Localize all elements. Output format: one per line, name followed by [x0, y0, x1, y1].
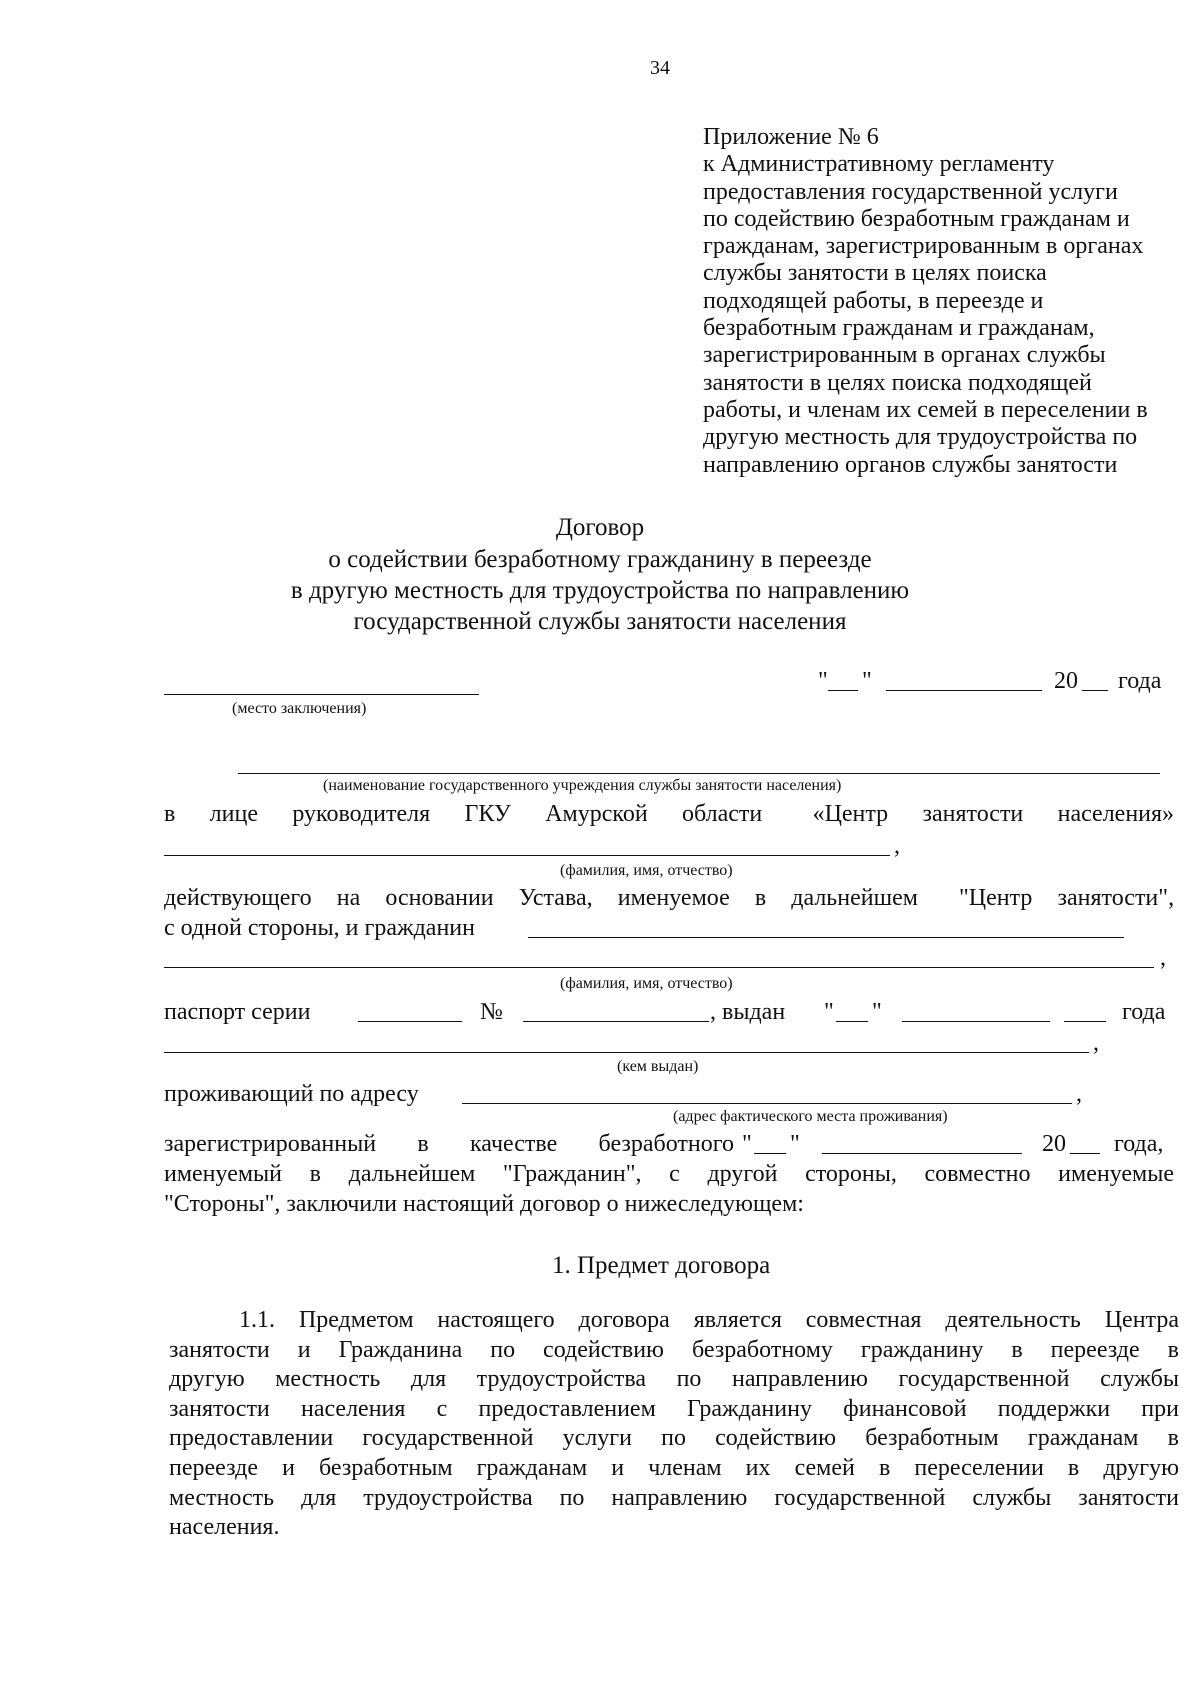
contract-subtitle-line: о содействии безработному гражданину в переезде	[328, 546, 872, 573]
registered-text: зарегистрированный в качестве безработного	[164, 1131, 734, 1157]
registered-quote-close: "	[790, 1131, 800, 1157]
passport-number-blank	[523, 1021, 709, 1022]
issued-month-blank	[902, 1021, 1050, 1022]
appendix-line: занятости в целях поиска подходящей	[703, 369, 1092, 396]
word: Устава,	[518, 885, 593, 911]
residence-text: проживающий по адресу	[164, 1081, 419, 1107]
registered-year-prefix: 20	[1042, 1131, 1066, 1157]
issued-by-caption: (кем выдан)	[617, 1058, 699, 1075]
passport-year-word: года	[1122, 999, 1166, 1025]
page-number: 34	[650, 57, 670, 79]
word: ГКУ	[464, 801, 511, 827]
word: области	[682, 801, 763, 827]
registered-day-blank	[754, 1153, 786, 1154]
word: в	[754, 885, 767, 911]
paragraph-line: переезде и безработным гражданам и членам их семей в переселении в другую	[169, 1454, 1179, 1481]
date-quote-close: "	[862, 668, 872, 694]
appendix-line: предоставления государственной услуги	[703, 178, 1118, 205]
word: на	[336, 885, 361, 911]
word: занятости",	[1057, 885, 1175, 911]
word: в	[164, 801, 176, 827]
appendix-line: Приложение № 6	[703, 124, 879, 150]
one-side-text: с одной стороны, и гражданин	[164, 915, 475, 941]
date-year-word: года	[1118, 668, 1162, 694]
appendix-line: службы занятости в целях поиска	[703, 260, 1047, 287]
issued-day-blank	[836, 1021, 868, 1022]
date-month-blank	[886, 690, 1042, 691]
word: руководителя	[292, 801, 431, 827]
citizen-fio-caption: (фамилия, имя, отчество)	[560, 975, 733, 992]
appendix-line: работы, и членам их семей в переселении в	[703, 396, 1148, 423]
citizen-fio-blank-1	[528, 937, 1124, 938]
appendix-line: зарегистрированным в органах службы	[703, 342, 1106, 369]
head-fio-comma: ,	[894, 833, 900, 859]
appendix-header	[703, 124, 1173, 479]
section-heading: 1. Предмет договора	[552, 1252, 771, 1279]
section-paragraph	[169, 1306, 1179, 1543]
number-sign: №	[480, 999, 503, 1025]
head-fio-blank	[164, 855, 890, 856]
place-caption: (место заключения)	[232, 700, 367, 717]
date-quote-open: "	[818, 668, 828, 694]
date-day-blank	[828, 690, 858, 691]
appendix-line: к Административному регламенту	[703, 151, 1055, 178]
issued-by-blank	[164, 1052, 1089, 1053]
institution-caption: (наименование государственного учреждения службы занятости населения)	[323, 777, 842, 794]
word: Амурской	[545, 801, 648, 827]
paragraph-line: предоставлении государственной услуги по содействию безработным гражданам в	[169, 1425, 1179, 1452]
registered-quote-open: "	[742, 1131, 752, 1157]
institution-blank	[238, 773, 1160, 774]
acting-line	[164, 884, 1174, 912]
word: «Центр	[812, 801, 889, 827]
registered-month-blank	[822, 1153, 1022, 1154]
parties-line: "Стороны", заключили настоящий договор о нижеследующем:	[164, 1191, 804, 1217]
passport-series-blank	[358, 1021, 462, 1022]
issued-year-blank	[1064, 1021, 1106, 1022]
word: занятости	[922, 801, 1024, 827]
appendix-line: по содействию безработным гражданам и	[703, 205, 1130, 232]
appendix-line: гражданам, зарегистрированным в органах	[703, 233, 1144, 260]
head-fio-caption: (фамилия, имя, отчество)	[560, 862, 733, 879]
appendix-line: другую местность для трудоустройства по	[703, 424, 1138, 451]
appendix-line: подходящей работы, в переезде и	[703, 287, 1044, 314]
contract-subtitle-line: государственной службы занятости населения	[353, 608, 847, 635]
issued-quote-open: "	[824, 999, 834, 1025]
citizen-fio-blank-2	[164, 967, 1154, 968]
word: "Центр	[959, 885, 1033, 911]
word: лице	[209, 801, 258, 827]
issued-quote-close: "	[872, 999, 882, 1025]
date-year-prefix: 20	[1054, 668, 1078, 694]
word: действующего	[164, 885, 312, 911]
appendix-line: направлению органов службы занятости	[703, 451, 1118, 478]
named-line: именуемый в дальнейшем "Гражданин", с другой стороны, совместно именуемые	[164, 1161, 1174, 1187]
contract-subtitle-line: в другую местность для трудоустройства по направлению	[290, 577, 910, 604]
paragraph-line: 1.1. Предметом настоящего договора является совместная деятельность Центра	[239, 1307, 1179, 1333]
registered-year-blank	[1070, 1153, 1100, 1154]
contract-title: Договор	[555, 514, 645, 541]
registered-year-word: года,	[1114, 1131, 1164, 1157]
paragraph-line: занятости и Гражданина по содействию безработному гражданину в переезде в	[169, 1336, 1179, 1363]
appendix-line: безработным гражданам и гражданам,	[703, 315, 1095, 342]
date-year-blank	[1082, 690, 1108, 691]
passport-label: паспорт серии	[164, 999, 311, 1025]
issued-text: , выдан	[710, 999, 786, 1025]
word: именуемое	[617, 885, 730, 911]
residence-comma: ,	[1076, 1081, 1082, 1107]
address-caption: (адрес фактического места проживания)	[673, 1108, 948, 1125]
paragraph-line: занятости населения с предоставлением Гражданину финансовой поддержки при	[169, 1395, 1179, 1422]
citizen-fio-comma: ,	[1160, 945, 1166, 971]
word: основании	[385, 885, 494, 911]
residence-blank	[462, 1103, 1072, 1104]
paragraph-line: населения.	[169, 1514, 280, 1541]
paragraph-line: местность для трудоустройства по направлению государственной службы занятости	[169, 1484, 1179, 1511]
paragraph-line: другую местность для трудоустройства по направлению государственной службы	[169, 1366, 1179, 1393]
word: населения»	[1057, 801, 1175, 827]
head-line	[164, 800, 1174, 828]
word: дальнейшем	[791, 885, 918, 911]
place-blank	[164, 694, 479, 695]
issued-by-comma: ,	[1093, 1030, 1099, 1056]
